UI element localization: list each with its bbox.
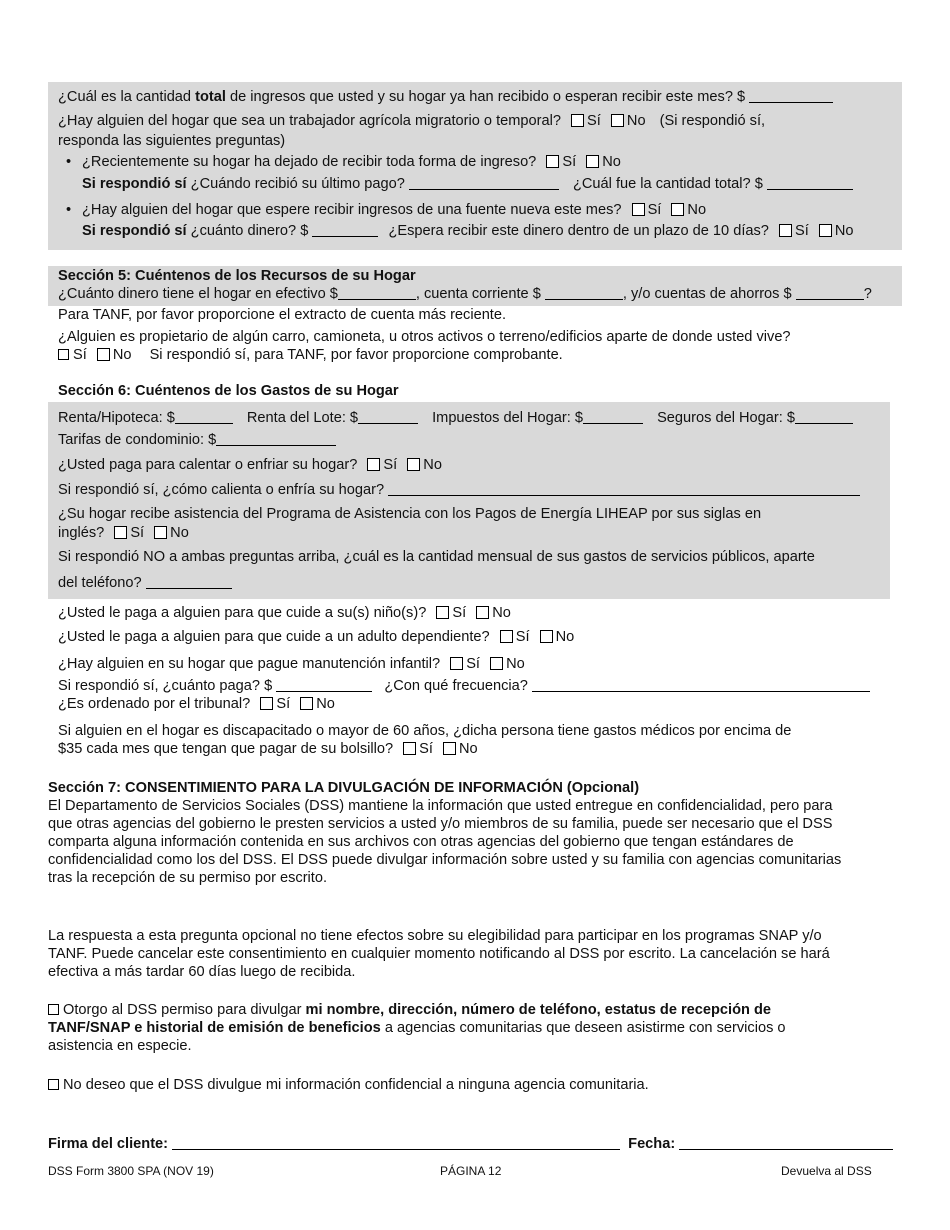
stopped-no-checkbox[interactable] [586,155,599,168]
housing-costs: Renta/Hipoteca: $ Renta del Lote: $ Impuestos del Hogar: $ Seguros del Hogar: $ [58,409,853,427]
lot-rent-field[interactable] [358,409,418,424]
migrant-no-checkbox[interactable] [611,114,624,127]
rent-field[interactable] [175,409,233,424]
assets-answer: Sí No Si respondió sí, para TANF, por favor proporcione comprobante. [58,346,563,364]
adult-care-no-checkbox[interactable] [540,630,553,643]
q-heating: ¿Usted paga para calentar o enfriar su hogar? Sí No [58,457,442,473]
q-migrant-worker: ¿Hay alguien del hogar que sea un trabajador agrícola migratorio o temporal? Sí No (Si respondió sí, [58,113,766,129]
assets-no-checkbox[interactable] [97,348,110,361]
q-medical-answer: $35 cada mes que tengan que pagar de su bolsillo? Sí No [58,741,478,757]
medical-no-checkbox[interactable] [443,742,456,755]
section7-heading: Sección 7: CONSENTIMIENTO PARA LA DIVULGACIÓN DE INFORMACIÓN (Opcional) [48,780,640,796]
migrant-yes-checkbox[interactable] [571,114,584,127]
consent-option-deny: No deseo que el DSS divulgue mi información confidencial a ninguna agencia comunitaria. [48,1076,649,1094]
consent-paragraph1-line3: comparta alguna información contenida en sus archivos con otras agencias del gobierno que tengan estándares de [48,834,794,850]
q-total-income: ¿Cuál es la cantidad total de ingresos que usted y su hogar ya han recibido o esperan recibir este mes? $ [58,88,833,106]
condo-fees: Tarifas de condominio: $ [58,431,336,449]
consent-paragraph2-line1: La respuesta a esta pregunta opcional no tiene efectos sobre su elegibilidad para participar en los programas SNAP y/o [48,928,822,944]
taxes-field[interactable] [583,409,643,424]
condo-field[interactable] [216,431,336,446]
last-pay-date-field[interactable] [409,175,559,190]
consent-paragraph1-line4: confidencialidad como los del DSS. El DSS puede divulgar información sobre usted y su familia con agencias comunitarias [48,852,842,868]
tanf-statement: Para TANF, por favor proporcione el extracto de cuenta más reciente. [58,307,507,323]
q-adult-care: ¿Usted le paga a alguien para que cuide a un adulto dependiente? Sí No [58,629,575,645]
new-source-no-checkbox[interactable] [671,203,684,216]
client-signature-field[interactable] [172,1135,620,1150]
consent-paragraph1-line2: que otras agencias del gobierno le presten servicios a usted y/o miembros de su familia, puede ser necesario que el DSS [48,816,833,832]
utilities-field[interactable] [146,574,232,589]
court-yes-checkbox[interactable] [260,697,273,710]
q-liheap-answer: inglés? Sí No [58,525,189,541]
signature-row: Firma del cliente: Fecha: [48,1135,893,1153]
q-child-support: ¿Hay alguien en su hogar que pague manutención infantil? Sí No [58,656,525,672]
q-court-ordered: ¿Es ordenado por el tribunal? Sí No [58,696,335,712]
q-child-care: ¿Usted le paga a alguien para que cuide a su(s) niño(s)? Sí No [58,605,511,621]
consent-paragraph1-line5: tras la recepción de su permiso por escrito. [48,870,328,886]
total-income-field[interactable] [749,88,833,103]
heat-yes-checkbox[interactable] [367,458,380,471]
q-medical: Si alguien en el hogar es discapacitado o mayor de 60 años, ¿dicha persona tiene gastos médicos por encima de [58,723,792,739]
within-10-yes-checkbox[interactable] [779,224,792,237]
consent-deny-checkbox[interactable] [48,1079,59,1090]
child-support-no-checkbox[interactable] [490,657,503,670]
liheap-yes-checkbox[interactable] [114,526,127,539]
consent-option-allow-line3: asistencia en especie. [48,1038,192,1054]
date-field[interactable] [679,1135,893,1150]
q-migrant-note: responda las siguientes preguntas) [58,133,286,149]
consent-option-allow-line2: TANF/SNAP e historial de emisión de beneficios a agencias comunitarias que deseen asistirme con servicios o [48,1020,786,1036]
q-new-income-amount: Si respondió sí ¿cuánto dinero? $ ¿Espera recibir este dinero dentro de un plazo de 10 días? Sí No [82,223,854,239]
q-cash-accounts: ¿Cuánto dinero tiene el hogar en efectivo $ , cuenta corriente $ , y/o cuentas de ahorros $ ? [58,286,872,302]
q-heating-how: Si respondió sí, ¿cómo calienta o enfría su hogar? [58,481,860,499]
savings-field[interactable] [796,285,864,300]
stopped-yes-checkbox[interactable] [546,155,559,168]
new-source-yes-checkbox[interactable] [632,203,645,216]
adult-care-yes-checkbox[interactable] [500,630,513,643]
child-care-no-checkbox[interactable] [476,606,489,619]
q-last-pay: Si respondió sí ¿Cuándo recibió su último pago? ¿Cuál fue la cantidad total? $ [82,175,853,193]
consent-paragraph2-line2: TANF. Puede cancelar este consentimiento en cualquier momento notificando al DSS por escrito. La cancelación se hará [48,946,830,962]
frequency-field[interactable] [532,677,870,692]
consent-allow-checkbox[interactable] [48,1004,59,1015]
q-income-stopped: • ¿Recientemente su hogar ha dejado de recibir toda forma de ingreso? Sí No [66,154,621,170]
medical-yes-checkbox[interactable] [403,742,416,755]
q-utilities-amount: del teléfono? [58,574,232,592]
new-income-amount-field[interactable] [312,222,378,237]
heat-no-checkbox[interactable] [407,458,420,471]
q-new-income-source: • ¿Hay alguien del hogar que espere recibir ingresos de una fuente nueva este mes? Sí No [66,202,707,218]
last-pay-amount-field[interactable] [767,175,853,190]
q-utilities: Si respondió NO a ambas preguntas arriba, ¿cuál es la cantidad mensual de sus gastos de servicios públicos, aparte [58,549,815,565]
q-support-amount: Si respondió sí, ¿cuánto paga? $ ¿Con qué frecuencia? [58,677,870,695]
court-no-checkbox[interactable] [300,697,313,710]
q-liheap: ¿Su hogar recibe asistencia del Programa de Asistencia con los Pagos de Energía LIHEAP por sus siglas en [58,506,762,522]
consent-paragraph2-line3: efectiva a más tardar 60 días luego de recibida. [48,964,356,980]
consent-option-allow: Otorgo al DSS permiso para divulgar mi nombre, dirección, número de teléfono, estatus de recepción de [48,1001,771,1019]
support-amount-field[interactable] [276,677,372,692]
section6-heading: Sección 6: Cuéntenos de los Gastos de su Hogar [58,383,399,399]
consent-paragraph1-line1: El Departamento de Servicios Sociales (DSS) mantiene la información que usted entregue en confidencialidad, pero para [48,798,833,814]
form-id: DSS Form 3800 SPA (NOV 19) [48,1164,214,1178]
insurance-field[interactable] [795,409,853,424]
section5-heading: Sección 5: Cuéntenos de los Recursos de su Hogar [58,268,416,284]
assets-yes-checkbox[interactable] [58,349,69,360]
page-number: PÁGINA 12 [440,1164,502,1178]
checking-field[interactable] [545,285,623,300]
cash-field[interactable] [338,285,416,300]
liheap-no-checkbox[interactable] [154,526,167,539]
q-assets: ¿Alguien es propietario de algún carro, camioneta, u otros activos o terreno/edificios aparte de donde usted vive? [58,329,791,345]
return-to-dss: Devuelva al DSS [781,1164,872,1178]
within-10-no-checkbox[interactable] [819,224,832,237]
child-care-yes-checkbox[interactable] [436,606,449,619]
heat-how-field[interactable] [388,481,860,496]
child-support-yes-checkbox[interactable] [450,657,463,670]
